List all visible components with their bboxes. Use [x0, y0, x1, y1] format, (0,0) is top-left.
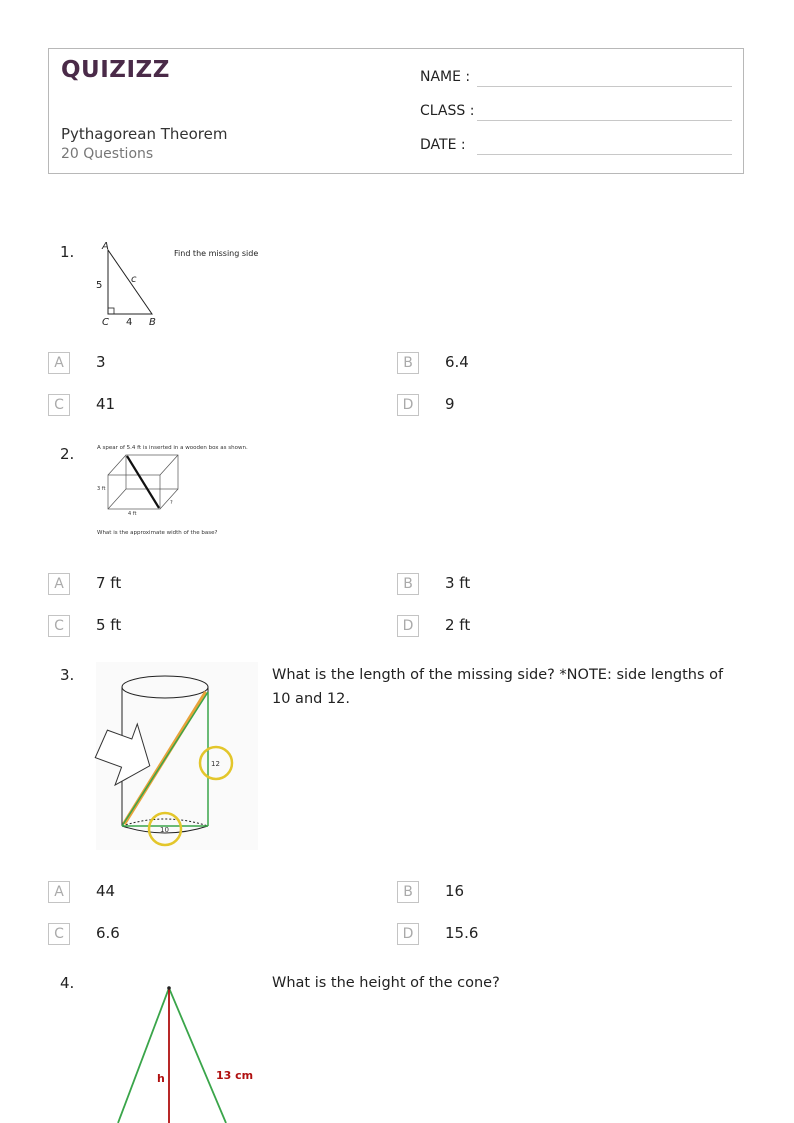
cone-left-side [118, 988, 169, 1123]
option-text[interactable]: 16 [445, 882, 465, 900]
slant-label: 13 cm [216, 1069, 254, 1082]
diagram-question: What is the approximate width of the base? [97, 530, 218, 536]
option-letter[interactable]: D [397, 394, 419, 416]
name-label: NAME : [420, 69, 471, 85]
vertex-c-label: C [102, 317, 109, 328]
option-text[interactable]: 5 ft [96, 616, 122, 634]
question-number: 2. [60, 445, 75, 463]
question-text: What is the height of the cone? [272, 975, 500, 991]
question-text-line: 10 and 12. [272, 691, 351, 707]
date-field [420, 137, 466, 153]
option-text[interactable]: 6.4 [445, 353, 469, 371]
height-label: h [157, 1072, 165, 1085]
side-12-label: 12 [211, 760, 220, 768]
box-front-face [108, 475, 160, 509]
option-text[interactable]: 9 [445, 395, 455, 413]
quizizz-logo: QUIZIZZ [61, 57, 170, 83]
side-10-label: 10 [160, 826, 169, 834]
date-label: DATE : [420, 137, 466, 153]
cone-right-side [169, 988, 226, 1123]
option-letter[interactable]: C [48, 394, 70, 416]
option-text[interactable]: 2 ft [445, 616, 471, 634]
diagram-caption: A spear of 5.4 ft is inserted in a wooden box as shown. [97, 445, 248, 451]
option-letter[interactable]: A [48, 573, 70, 595]
date-line[interactable] [477, 154, 732, 155]
option-text[interactable]: 44 [96, 882, 116, 900]
name-field [420, 69, 470, 85]
right-angle-marker [108, 308, 114, 314]
question-text-line: What is the length of the missing side? *NOTE: side lengths of [272, 667, 724, 683]
vertex-b-label: B [149, 317, 156, 328]
right-triangle-diagram [90, 238, 280, 333]
option-text[interactable]: 3 ft [445, 574, 471, 592]
option-letter[interactable]: A [48, 881, 70, 903]
name-line[interactable] [477, 86, 732, 87]
worksheet-title: Pythagorean Theorem [61, 125, 228, 143]
question-text [272, 663, 723, 711]
width-label: ? [170, 500, 173, 506]
option-letter[interactable]: B [397, 352, 419, 374]
option-text[interactable]: 41 [96, 395, 116, 413]
option-text[interactable]: 6.6 [96, 924, 120, 942]
cylinder-diagram [96, 662, 258, 850]
option-letter[interactable]: D [397, 923, 419, 945]
length-label: 4 ft [128, 511, 137, 517]
side-5-label: 5 [96, 280, 103, 291]
vertex-a-label: A [102, 241, 109, 252]
worksheet-header [48, 48, 744, 174]
option-letter[interactable]: C [48, 923, 70, 945]
side-4-label: 4 [126, 317, 133, 328]
question-number: 3. [60, 666, 75, 684]
question-number: 4. [60, 974, 75, 992]
height-label: 3 ft [97, 486, 106, 492]
diagram-caption: Find the missing side [174, 249, 259, 258]
class-label: CLASS : [420, 103, 475, 119]
option-text[interactable]: 7 ft [96, 574, 122, 592]
option-text[interactable]: 15.6 [445, 924, 479, 942]
option-letter[interactable]: D [397, 615, 419, 637]
class-line[interactable] [477, 120, 732, 121]
cone-apex [167, 986, 171, 990]
box-spear-diagram [96, 440, 266, 540]
class-field [420, 103, 474, 119]
option-letter[interactable]: B [397, 881, 419, 903]
question-number: 1. [60, 243, 75, 261]
option-letter[interactable]: A [48, 352, 70, 374]
spear [127, 456, 159, 508]
side-c-label: c [131, 274, 137, 285]
triangle-shape [108, 250, 152, 314]
option-letter[interactable]: C [48, 615, 70, 637]
question-count: 20 Questions [61, 146, 154, 162]
box-back-face [126, 455, 178, 489]
cone-diagram [96, 980, 266, 1123]
option-text[interactable]: 3 [96, 353, 106, 371]
option-letter[interactable]: B [397, 573, 419, 595]
